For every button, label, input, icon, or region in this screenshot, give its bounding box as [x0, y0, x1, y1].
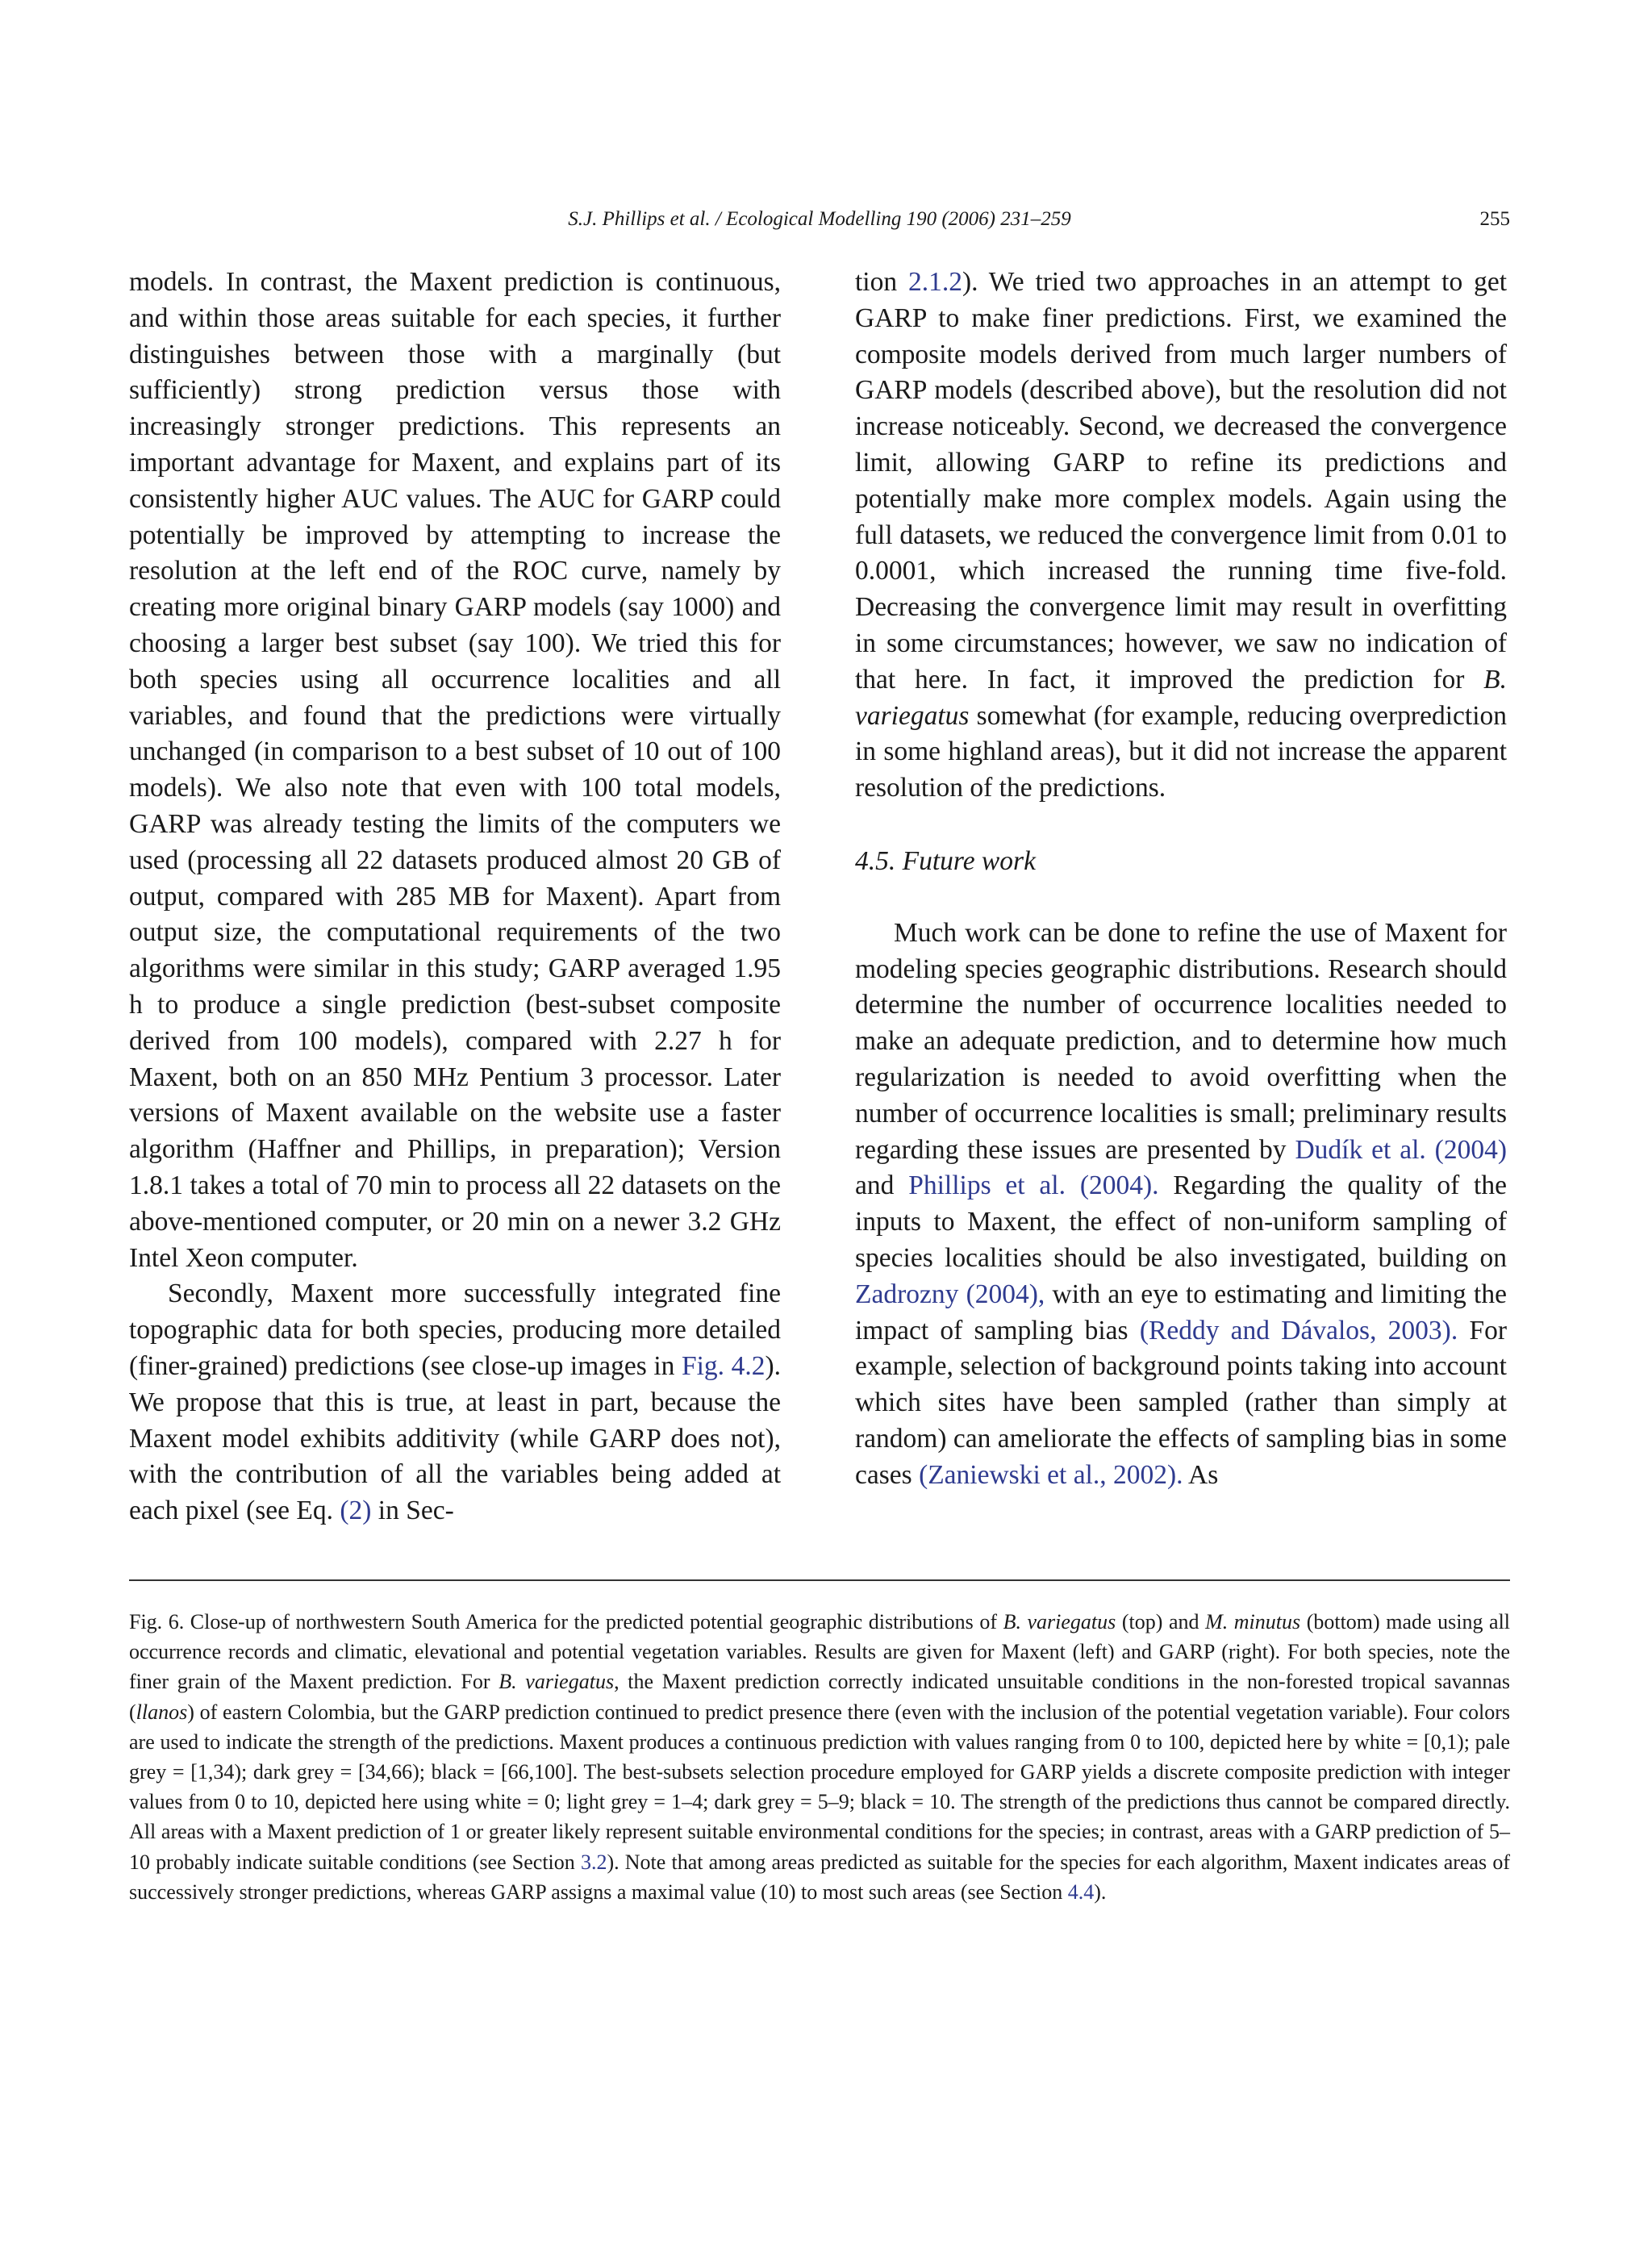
species-name: B. variegatus — [499, 1670, 615, 1694]
right-column — [855, 265, 1507, 1494]
caption-text: ). — [1094, 1880, 1107, 1904]
paragraph — [855, 265, 1507, 807]
left-column — [129, 265, 781, 1529]
section-link[interactable]: 4.4 — [1067, 1880, 1095, 1904]
running-title: S.J. Phillips et al. / Ecological Modelling 190 (2006) 231–259 — [568, 208, 1071, 230]
citation-link[interactable]: Zadrozny (2004), — [855, 1279, 1045, 1309]
figure-caption — [129, 1607, 1510, 1907]
figure-link[interactable]: Fig. 4.2 — [681, 1350, 766, 1381]
citation-link[interactable]: Phillips et al. (2004). — [908, 1170, 1159, 1201]
paragraph-text: models. In contrast, the Maxent prediction is continuous, and within those areas suitable for each species, it further distinguishes between those with a marginally (but sufficiently) strong prediction versus those with increasingly stronger predictions. This represents an important advantage for Maxent, and explains part of its consistently higher AUC values. The AUC for GARP could potentially be improved by attempting to increase the resolution at the left end of the ROC curve, namely by creating more original binary GARP models (say 1000) and choosing a larger best subset (say 100). We tried this for both species using all occurrence localities and all variables, and found that the predictions were virtually unchanged (in comparison to a best subset of 10 out of 100 models). We also note that even with 100 total models, GARP was already testing the limits of the computers we used (processing all 22 datasets produced almost 20 GB of output, compared with 285 MB for Maxent). Apart from output size, the computational requirements of the two algorithms were similar in this study; GARP averaged 1.95 h to produce a single prediction (best-subset composite derived from 100 models), compared with 2.27 h for Maxent, both on an 850 MHz Pentium 3 processor. Later versions of Maxent available on the website use a faster algorithm (Haffner and Phillips, in preparation); Version 1.8.1 takes a total of 70 min to process all 22 datasets on the above-mentioned computer, or 20 min on a newer 3.2 GHz Intel Xeon computer. — [129, 267, 781, 1273]
species-name: M. minutus — [1205, 1610, 1301, 1633]
citation-link[interactable]: (Zaniewski et al., 2002). — [919, 1459, 1183, 1490]
citation-link[interactable]: (Reddy and Dávalos, 2003). — [1139, 1315, 1458, 1346]
paragraph-text: For example, selection of background points taking into account which sites have been sampled (rather than simply at random) can ameliorate the effects of sampling bias in some cases — [855, 1315, 1507, 1490]
species-name: B. variegatus — [855, 664, 1507, 731]
caption-text: , the Maxent prediction correctly indicated unsuitable conditions in the non-forested tropical savannas ( — [129, 1670, 1510, 1724]
section-heading: 4.5. Future work — [855, 845, 1036, 876]
running-header — [129, 208, 1510, 240]
paragraph — [129, 1276, 781, 1529]
caption-divider — [129, 1579, 1510, 1581]
paragraph-text: Secondly, Maxent more successfully integrated fine topographic data for both species, producing more detailed (finer-grained) predictions (see close-up images in — [129, 1279, 781, 1381]
section-link[interactable]: 2.1.2 — [908, 267, 962, 297]
caption-text: (bottom) made using all occurrence records and climatic, elevational and potential vegetation variables. Results are given for Maxent (left) and GARP (right). For both species, note the finer grain of the Maxent prediction. For — [129, 1610, 1511, 1694]
paragraph-text: in Sec- — [371, 1496, 454, 1526]
paragraph-text: with an eye to estimating and limiting the impact of sampling bias — [855, 1279, 1507, 1346]
paragraph-text: somewhat (for example, reducing overprediction in some highland areas), but it did not increase the apparent resolution of the predictions. — [855, 700, 1507, 803]
page-number: 255 — [1479, 208, 1510, 230]
caption-text: ). Note that among areas predicted as suitable for the species for each algorithm, Maxent indicates areas of successively stronger predictions, whereas GARP assigns a maximal value (10) to most such areas (see Section — [129, 1850, 1510, 1904]
caption-text: (top) and — [1116, 1610, 1206, 1633]
section-link[interactable]: 3.2 — [580, 1850, 607, 1874]
caption-text: ) of eastern Colombia, but the GARP prediction continued to predict presence there (even with the inclusion of the potential vegetation variable). Four colors are used to indicate the strength of the predictions. Maxent produces a continuous prediction with values ranging from 0 to 100, depicted here by white = [0,1); pale grey = [1,34); dark grey = [34,66); black = [66,100]. The best-subsets selection procedure employed for GARP yields a discrete composite prediction with integer values from 0 to 10, depicted here using white = 0; light grey = 1–4; dark grey = 5–9; black = 10. The strength of the predictions thus cannot be compared directly. All areas with a Maxent prediction of 1 or greater likely represent suitable environmental conditions for the species; in contrast, areas with a GARP prediction of 5–10 probably indicate suitable conditions (see Section — [129, 1700, 1510, 1874]
paragraph-text: ). We propose that this is true, at least in part, because the Maxent model exhibits additivity (while GARP does not), with the contribution of all the variables being added at each pixel (see Eq. — [129, 1350, 781, 1526]
equation-link[interactable]: (2) — [340, 1496, 372, 1526]
species-name: B. variegatus — [1003, 1610, 1116, 1633]
paragraph-text: ). We tried two approaches in an attempt to get GARP to make finer predictions. First, we examined the composite models derived from much larger numbers of GARP models (described above), but the resolution did not increase noticeably. Second, we decreased the convergence limit, allowing GARP to refine its predictions and potentially make more complex models. Again using the full datasets, we reduced the convergence limit from 0.01 to 0.0001, which increased the running time five-fold. Decreasing the convergence limit may result in overfitting in some circumstances; however, we saw no indication of that here. In fact, it improved the prediction for — [855, 267, 1507, 695]
citation-link[interactable]: Dudík et al. (2004) — [1295, 1134, 1507, 1165]
paragraph-text: and — [855, 1170, 909, 1201]
paragraph-text: As — [1183, 1459, 1219, 1490]
paragraph-text: tion — [855, 267, 908, 297]
caption-text: Fig. 6. Close-up of northwestern South America for the predicted potential geographic distributions of — [129, 1610, 1003, 1633]
paragraph-text: Much work can be done to refine the use of Maxent for modeling species geographic distributions. Research should determine the number of occurrence localities needed to make an adequate prediction, and to determine how much regularization is needed to avoid overfitting when the number of occurrence localities is small; preliminary results regarding these issues are presented by — [855, 917, 1507, 1165]
paragraph — [129, 265, 781, 1276]
paragraph-text: Regarding the quality of the inputs to Maxent, the effect of non-uniform sampling of species localities should be also investigated, building on — [855, 1170, 1507, 1273]
paragraph — [855, 916, 1507, 1494]
region-name: llanos — [136, 1700, 188, 1724]
